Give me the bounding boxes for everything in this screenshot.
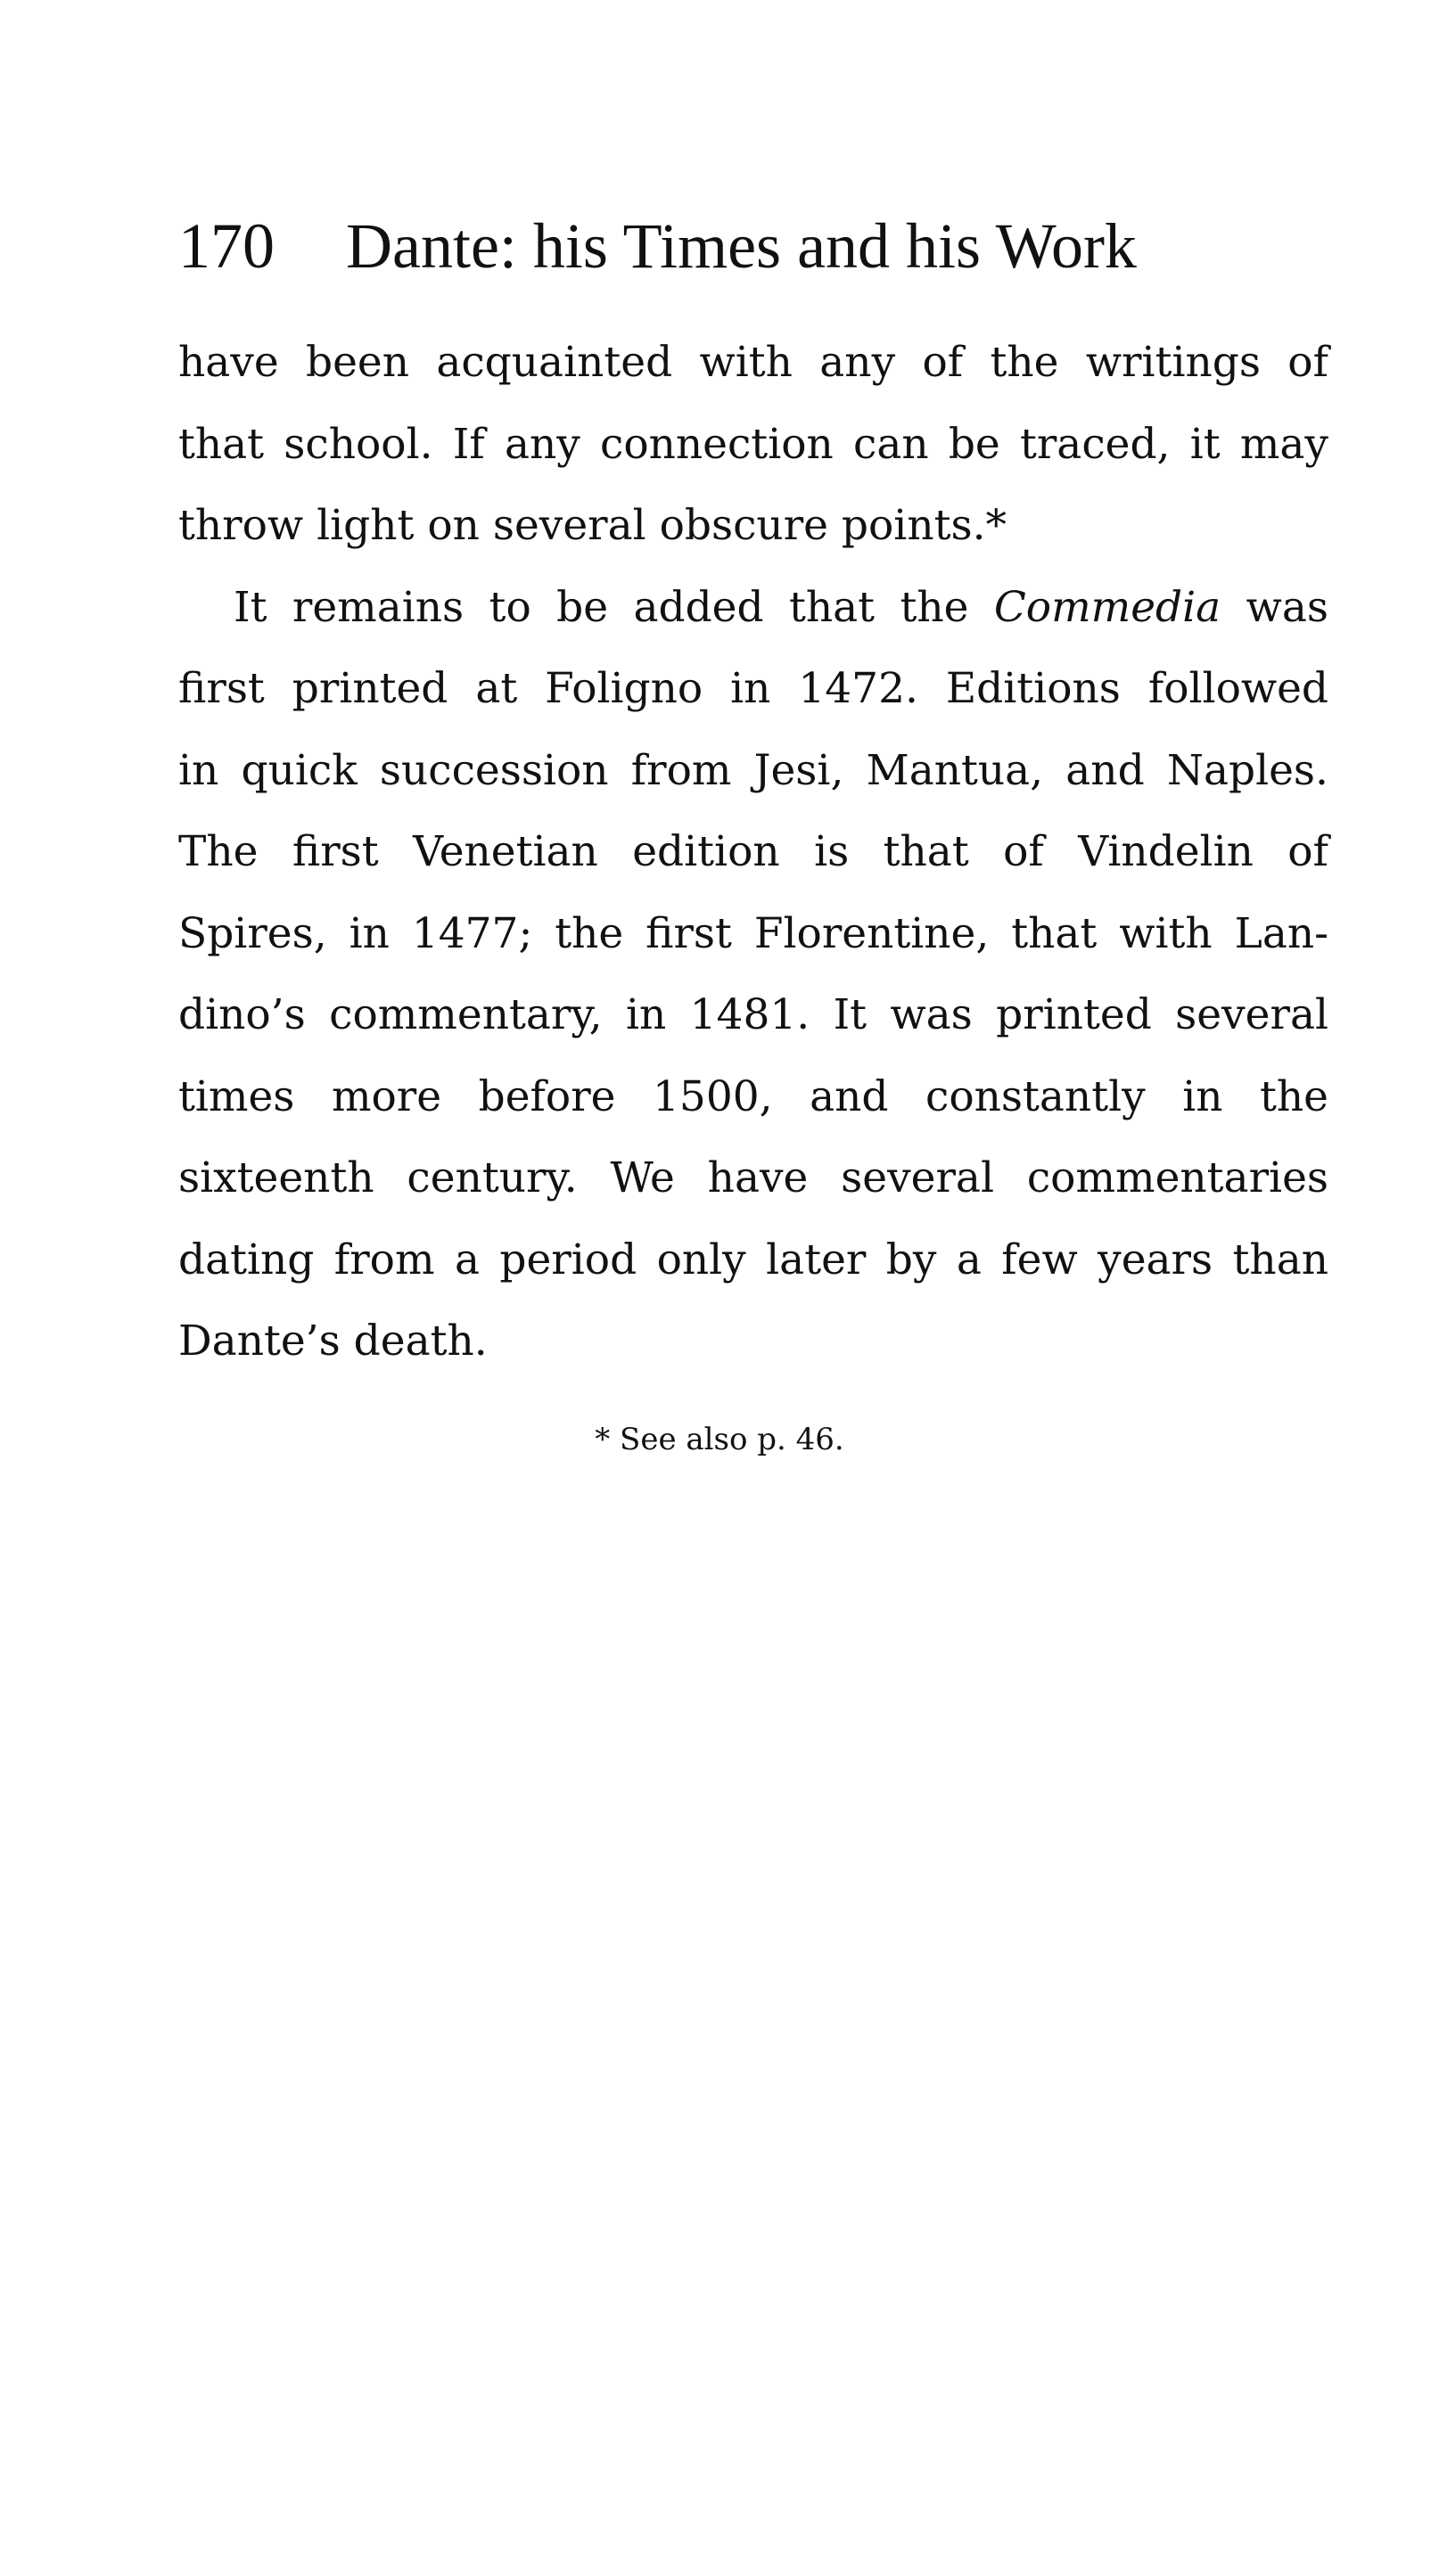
text-line bbox=[178, 567, 1328, 649]
text-line: dating from a period only later by a few years than bbox=[178, 1235, 1328, 1284]
text-segment: was bbox=[1246, 582, 1328, 632]
italic-title: Commedia bbox=[993, 582, 1221, 632]
text-line: The first Venetian edition is that of Vindelin of bbox=[178, 827, 1328, 876]
body-text bbox=[178, 322, 1328, 1382]
text-line: that school. If any connection can be traced, it may bbox=[178, 419, 1328, 469]
page-number: 170 bbox=[178, 210, 275, 282]
text-line: Dante’s death. bbox=[178, 1317, 488, 1366]
text-segment: It remains to be added that the bbox=[234, 582, 969, 632]
text-line: sixteenth century. We have several commentaries bbox=[178, 1153, 1328, 1202]
text-line: Spires, in 1477; the first Florentine, that with Lan- bbox=[178, 908, 1328, 958]
text-line: times more before 1500, and constantly in the bbox=[178, 1071, 1328, 1121]
footnote: * See also p. 46. bbox=[595, 1422, 844, 1457]
text-line: have been acquainted with any of the writings of bbox=[178, 338, 1328, 387]
paragraph-editions bbox=[178, 567, 1328, 1382]
paragraph-continued bbox=[178, 322, 1328, 567]
text-line: first printed at Foligno in 1472. Editions followed bbox=[178, 664, 1328, 713]
running-head bbox=[178, 201, 1337, 291]
text-line: in quick succession from Jesi, Mantua, and Naples. bbox=[178, 745, 1328, 795]
text-line: throw light on several obscure points.* bbox=[178, 501, 1007, 550]
book-title: Dante: his Times and his Work bbox=[346, 210, 1137, 282]
text-line: dino’s commentary, in 1481. It was printed several bbox=[178, 990, 1328, 1039]
